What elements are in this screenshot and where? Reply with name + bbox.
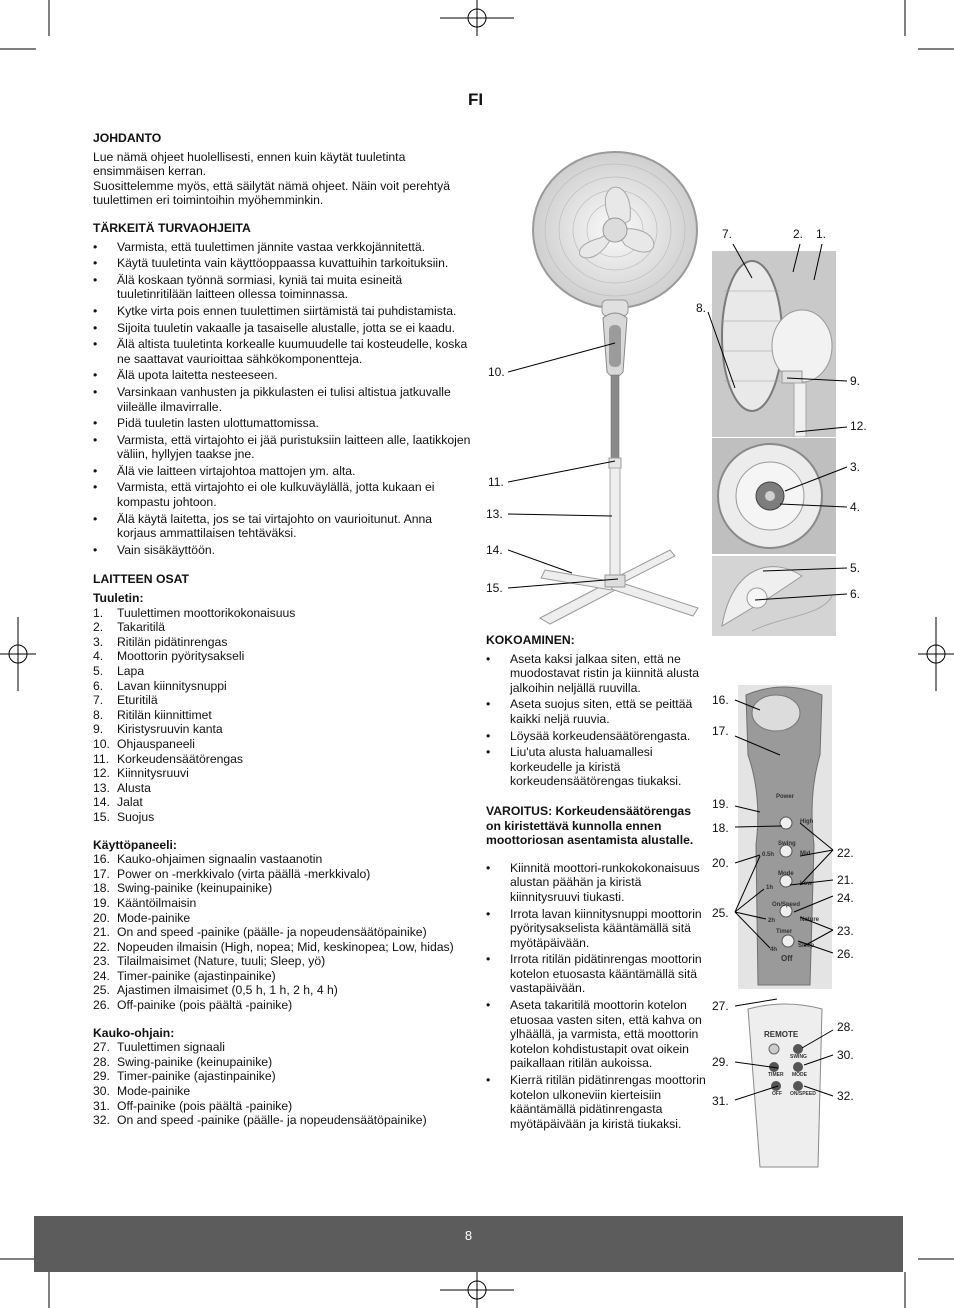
callout-7: 7. [722,227,733,241]
panel-label-1h: 1h [766,885,774,891]
list-item: • Älä upota laitetta nesteeseen. [93,368,471,383]
list-item: • Vain sisäkäyttöön. [93,543,471,558]
remote-parts-heading: Kauko-ohjain: [93,1025,175,1040]
item-number: 11. [93,751,110,766]
list-item: • Löysää korkeudensäätörengasta. [486,729,706,744]
list-item: • Aseta takaritilä moottorin kotelon etuosaa vasten siten, että kahva on ylhäällä, ja varmista, että moottorin kotelon kohdistustapit ovat oikein paikallaan ritilän aukoissa. [486,998,706,1071]
callout-25: 25. [712,906,729,920]
item-text: Ohjauspaneeli [117,736,195,751]
callout-20: 20. [712,856,729,870]
page-footer [34,1216,903,1272]
panel-label-sleep: Sleep [798,943,815,949]
item-number: 23. [93,954,110,969]
item-number: 17. [93,866,110,881]
callout-23: 23. [837,924,854,938]
item-text: Tilailmaisimet (Nature, tuuli; Sleep, yö) [117,954,326,969]
item-number: 7. [93,693,104,708]
intro-heading: JOHDANTO [93,131,162,145]
callout-8: 8. [696,301,707,315]
item-number: 18. [93,881,110,896]
item-number: 19. [93,895,110,910]
callout-4: 4. [850,500,861,514]
item-text: Takaritilä [117,620,166,635]
item-text: Off-painike (pois päältä -painike) [117,1098,293,1113]
panel-label-4h: 4h [770,947,778,953]
remote-brand-label: REMOTE [764,1030,799,1039]
callout-2: 2. [793,227,804,241]
item-number: 14. [93,795,110,810]
item-number: 26. [93,998,110,1013]
parts-heading: LAITTEEN OSAT [93,572,189,587]
callout-16: 16. [712,693,729,707]
panel-label-swing: Swing [778,841,796,847]
callout-5: 5. [850,561,861,575]
item-text: Jalat [117,795,143,810]
remote-label-timer: TIMER [768,1072,784,1078]
item-text: Off-painike (pois päältä -painike) [117,998,293,1013]
list-item: • Aseta suojus siten, että se peittää kaikki neljä ruuvia. [486,697,706,726]
remote-label-mode: MODE [792,1072,807,1078]
item-number: 31. [93,1098,110,1113]
list-item: • Älä koskaan työnnä sormiasi, kyniä tai muita esineitä tuuletinritilään laitteen ollessa toiminnassa. [93,273,471,302]
list-item: • Pidä tuuletin lasten ulottumattomissa. [93,416,471,431]
item-text: Ritilän pidätinrengas [117,634,228,649]
list-item: • Kiinnitä moottori-runkokokonaisuus alustan päähän ja kiristä kiinnitysruuvi tiukasti. [486,861,706,905]
callout-14: 14. [486,543,503,557]
item-number: 3. [93,634,104,649]
item-number: 24. [93,968,110,983]
callout-30: 30. [837,1048,854,1062]
item-number: 10. [93,736,110,751]
item-number: 25. [93,983,110,998]
item-number: 2. [93,620,104,635]
assembly-warning: VAROITUS: Korkeudensäätörengas on kiristettävä kunnolla ennen moottoriosan asentamista alustalle. [486,803,694,848]
item-number: 8. [93,707,104,722]
item-text: Korkeudensäätörengas [117,751,244,766]
callout-22: 22. [837,846,854,860]
list-item: • Varmista, että tuulettimen jännite vastaa verkkojännitettä. [93,240,471,255]
item-number: 5. [93,664,104,678]
item-number: 27. [93,1040,110,1055]
item-text: Swing-painike (keinupainike) [117,1054,273,1069]
item-text: Kääntöilmaisin [117,895,197,910]
item-text: Mode-painike [117,1084,191,1099]
callout-10: 10. [488,365,505,379]
list-item: • Irrota lavan kiinnitysnuppi moottorin pyöritysakselista kääntämällä sitä myötäpäivään. [486,907,706,951]
list-item: • Kierrä ritilän pidätinrengas moottorin kotelon ulkoneviin kierteisiin kääntämällä pidätinrengasta myötäpäivään ja kiristä tiukaksi. [486,1073,706,1131]
item-text: Tuulettimen signaali [117,1040,225,1055]
callout-12: 12. [850,419,867,433]
item-text: On and speed -painike (päälle- ja nopeudensäätöpainike) [117,1113,427,1128]
item-text: Nopeuden ilmaisin (High, nopea; Mid, keskinopea; Low, hidas) [117,939,454,954]
item-text: Ajastimen ilmaisimet (0,5 h, 1 h, 2 h, 4 h) [117,983,338,998]
list-item: • Liu'uta alusta haluamallesi korkeudelle ja kiristä korkeudensäätörengas tiukaksi. [486,745,706,789]
callout-18: 18. [712,821,729,835]
item-text: Timer-painike (ajastinpainike) [117,968,276,983]
panel-label-high: High [800,819,814,825]
callout-17: 17. [712,724,729,738]
callout-28: 28. [837,1020,854,1034]
list-item: • Käytä tuuletinta vain käyttöoppaassa kuvattuihin tarkoituksiin. [93,256,471,271]
item-text: Eturitilä [117,693,158,708]
item-number: 16. [93,852,110,867]
item-text: Ritilän kiinnittimet [117,707,212,722]
item-number: 9. [93,722,104,737]
list-item: • Irrota ritilän pidätinrengas moottorin kotelon etuosasta kääntämällä sitä vastapäivään. [486,952,706,996]
item-number: 30. [93,1084,110,1099]
list-item: • Varmista, että virtajohto ei jää puristuksiin laitteen alle, laatikkojen väliin, hyllyjen taakse jne. [93,433,471,462]
callout-11: 11. [488,475,504,489]
list-item: • Aseta kaksi jalkaa siten, että ne muodostavat ristin ja kiinnitä alusta jalkoihin neljällä ruuvilla. [486,652,706,696]
panel-label-onspeed: On/Speed [772,902,801,908]
panel-parts-heading: Käyttöpaneeli: [93,837,177,852]
callout-3: 3. [850,460,861,474]
item-text: Timer-painike (ajastinpainike) [117,1069,276,1084]
remote-label-off: OFF [772,1091,782,1097]
panel-label-2h: 2h [768,918,776,924]
assembly-heading: KOKOAMINEN: [486,633,575,647]
language-label: FI [468,90,484,109]
item-number: 12. [93,766,110,781]
item-number: 29. [93,1069,110,1084]
panel-label-mode: Mode [778,871,794,877]
item-text: Lapa [117,664,145,678]
page-number: 8 [464,1228,473,1243]
callout-26: 26. [837,947,854,961]
item-text: Power on -merkkivalo (virta päällä -merkkivalo) [117,866,371,881]
callout-9: 9. [850,374,861,388]
callout-29: 29. [712,1055,729,1069]
item-text: Kiristysruuvin kanta [117,722,223,737]
remote-label-swing: SWING [790,1054,807,1060]
item-text: Alusta [117,780,151,795]
list-item: • Kytke virta pois ennen tuulettimen siirtämistä tai puhdistamista. [93,304,471,319]
list-item: • Varmista, että virtajohto ei ole kulkuväylällä, jotta kukaan ei kompastu johtoon. [93,480,471,509]
callout-21: 21. [837,873,854,887]
item-text: Lavan kiinnitysnuppi [117,678,227,693]
list-item: • Älä vie laitteen virtajohtoa mattojen ym. alta. [93,464,471,479]
item-text: Tuulettimen moottorikokonaisuus [117,605,296,620]
item-number: 15. [93,809,110,824]
item-number: 22. [93,939,110,954]
callout-31: 31. [712,1094,729,1108]
callout-1: 1. [816,227,827,241]
panel-label-nature: Nature [800,917,820,923]
list-item: • Älä altista tuuletinta korkealle kuumuudelle tai kosteudelle, koska ne saattavat vaurioittaa sähkökomponentteja. [93,337,471,366]
item-text: Suojus [117,809,155,824]
callout-32: 32. [837,1089,854,1103]
callout-6: 6. [850,587,861,601]
panel-label-low: Low [800,881,812,887]
remote-label-onspeed: ON/SPEED [790,1091,816,1097]
list-item: • Sijoita tuuletin vakaalle ja tasaiselle alustalle, jotta se ei kaadu. [93,321,471,336]
item-text: Moottorin pyöritysakseli [117,649,245,664]
panel-label-power: Power [776,794,795,800]
callout-27: 27. [712,999,729,1013]
callout-13: 13. [486,507,503,521]
item-text: Swing-painike (keinupainike) [117,881,273,896]
item-number: 21. [93,925,110,940]
panel-label-05h: 0.5h [762,852,775,858]
item-text: On and speed -painike (päälle- ja nopeudensäätöpainike) [117,925,427,940]
fan-parts-heading: Tuuletin: [93,591,144,606]
callout-15: 15. [486,581,503,595]
item-number: 28. [93,1054,110,1069]
panel-label-off: Off [781,954,793,963]
item-number: 20. [93,910,110,925]
intro-paragraph: Lue nämä ohjeet huolellisesti, ennen kuin käytät tuuletinta ensimmäisen kerran. [93,149,406,179]
callout-19: 19. [712,797,729,811]
safety-heading: TÄRKEITÄ TURVAOHJEITA [93,220,251,235]
panel-label-timer: Timer [776,929,793,935]
item-number: 6. [93,678,104,693]
item-number: 4. [93,649,104,664]
panel-label-mid: Mid [800,851,811,857]
item-text: Kiinnitysruuvi [117,766,189,781]
list-item: • Varsinkaan vanhusten ja pikkulasten ei tulisi altistua jatkuvalle viileälle ilmavirralle. [93,385,471,414]
callout-24: 24. [837,891,854,905]
item-number: 32. [93,1113,110,1128]
item-text: Kauko-ohjaimen signaalin vastaanotin [117,852,323,867]
item-text: Mode-painike [117,910,191,925]
intro-paragraph: Suosittelemme myös, että säilytät nämä ohjeet. Näin voit perehtyä tuulettimen eri toimintoihin myöhemminkin. [93,178,450,208]
item-number: 1. [93,605,104,620]
item-number: 13. [93,780,110,795]
list-item: • Älä käytä laitetta, jos se tai virtajohto on vaurioitunut. Anna korjaus ammattilaisen tehtäväksi. [93,512,471,541]
